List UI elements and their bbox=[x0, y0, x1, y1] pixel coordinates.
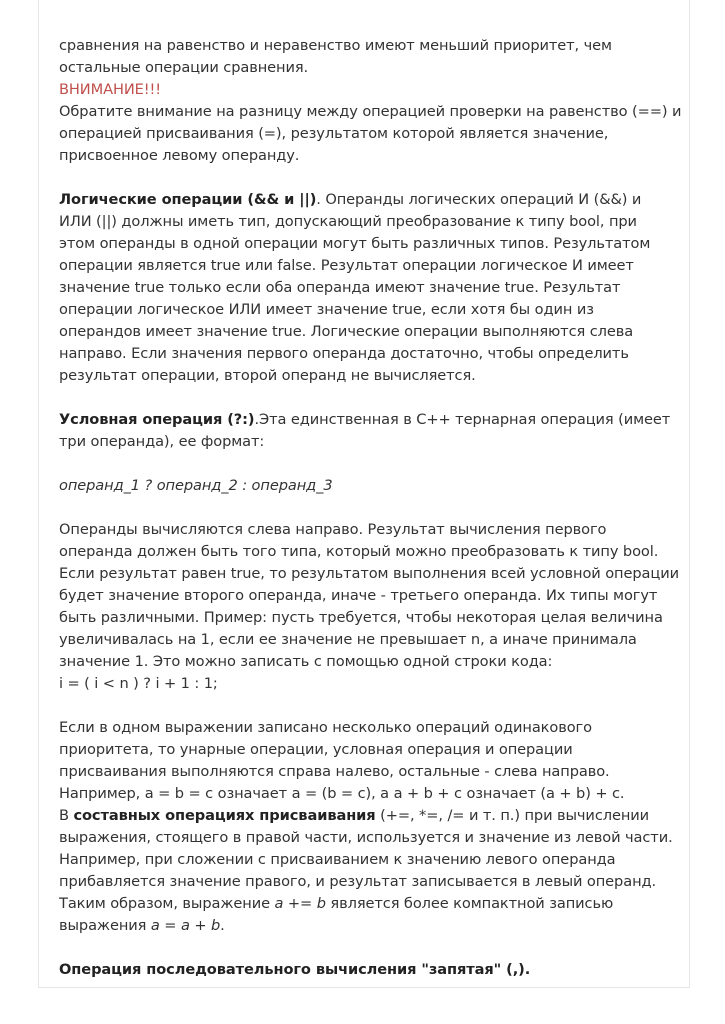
text-line: выражения, стоящего в правой части, используется и значение из левой части. bbox=[59, 829, 673, 846]
text-line: Если в одном выражении записано несколько операций одинакового bbox=[59, 719, 592, 736]
ternary-format: операнд_1 ? операнд_2 : операнд_3 bbox=[59, 477, 333, 494]
text-line: операции является true или false. Результат операции логическое И имеет bbox=[59, 257, 634, 274]
text-line: остальные операции сравнения. bbox=[59, 59, 309, 76]
text-line: Операнды вычисляются слева направо. Результат вычисления первого bbox=[59, 521, 607, 538]
cond-paragraph-line: Условная операция (?:).Эта единственная в С++ тернарная операция (имеет bbox=[59, 411, 671, 428]
text-line: этом операнды в одной операции могут быть различных типов. Результатом bbox=[59, 235, 651, 252]
text-line: результат операции, второй операнд не вычисляется. bbox=[59, 367, 476, 384]
code-example: i = ( i < n ) ? i + 1 : 1; bbox=[59, 675, 218, 692]
text-line: значение 1. Это можно записать с помощью одной строки кода: bbox=[59, 653, 553, 670]
cond-heading: Условная операция (?:) bbox=[59, 411, 255, 428]
compound-heading: составных операциях присваивания bbox=[73, 807, 376, 824]
text-line: прибавляется значение правого, и результат записывается в левый операнд. bbox=[59, 873, 657, 890]
text-line: выражения a = a + b. bbox=[59, 917, 225, 934]
text-line: Например, при сложении с присваиванием к значению левого операнда bbox=[59, 851, 616, 868]
text-line: сравнения на равенство и неравенство имеют меньший приоритет, чем bbox=[59, 37, 612, 54]
text-line: Например, a = b = c означает a = (b = c), a a + b + c означает (a + b) + c. bbox=[59, 785, 625, 802]
logic-paragraph-line: Логические операции (&& и ||). Операнды логических операций И (&&) и bbox=[59, 191, 642, 208]
text-line: операцией присваивания (=), результатом которой является значение, bbox=[59, 125, 609, 142]
text-line: ИЛИ (||) должны иметь тип, допускающий преобразование к типу bool, при bbox=[59, 213, 637, 230]
text-line: увеличивалась на 1, если ее значение не превышает n, а иначе принимала bbox=[59, 631, 637, 648]
text-line: Обратите внимание на разницу между операцией проверки на равенство (==) и bbox=[59, 103, 682, 120]
text-line: будет значение второго операнда, иначе - третьего операнда. Их типы могут bbox=[59, 587, 658, 604]
text-line: Если результат равен true, то результатом выполнения всей условной операции bbox=[59, 565, 679, 582]
logic-heading: Логические операции (&& и ||) bbox=[59, 191, 317, 208]
text-line: операндов имеет значение true. Логические операции выполняются слева bbox=[59, 323, 634, 340]
inline-code: a += b bbox=[274, 895, 326, 912]
section-heading: Операция последовательного вычисления "запятая" (,). bbox=[59, 961, 531, 978]
text-line: быть различными. Пример: пусть требуется, чтобы некоторая целая величина bbox=[59, 609, 663, 626]
inline-code: a = a + b bbox=[150, 917, 221, 934]
text-line: Таким образом, выражение a += b является более компактной записью bbox=[59, 895, 614, 912]
text-line: операции логическое ИЛИ имеет значение true, если хотя бы один из bbox=[59, 301, 594, 318]
warning-label: ВНИМАНИЕ!!! bbox=[59, 81, 162, 98]
compound-line: В составных операциях присваивания (+=, *=, /= и т. п.) при вычислении bbox=[59, 807, 650, 824]
text-line: операнда должен быть того типа, который можно преобразовать к типу bool. bbox=[59, 543, 659, 560]
text-line: присваивания выполняются справа налево, остальные - слева направо. bbox=[59, 763, 610, 780]
text-line: три операнда), ее формат: bbox=[59, 433, 265, 450]
text-line: направо. Если значения первого операнда достаточно, чтобы определить bbox=[59, 345, 629, 362]
document-body bbox=[59, 35, 682, 981]
text-line: присвоенное левому операнду. bbox=[59, 147, 300, 164]
text-line: значение true только если оба операнда имеют значение true. Результат bbox=[59, 279, 621, 296]
text-line: приоритета, то унарные операции, условная операция и операции bbox=[59, 741, 573, 758]
